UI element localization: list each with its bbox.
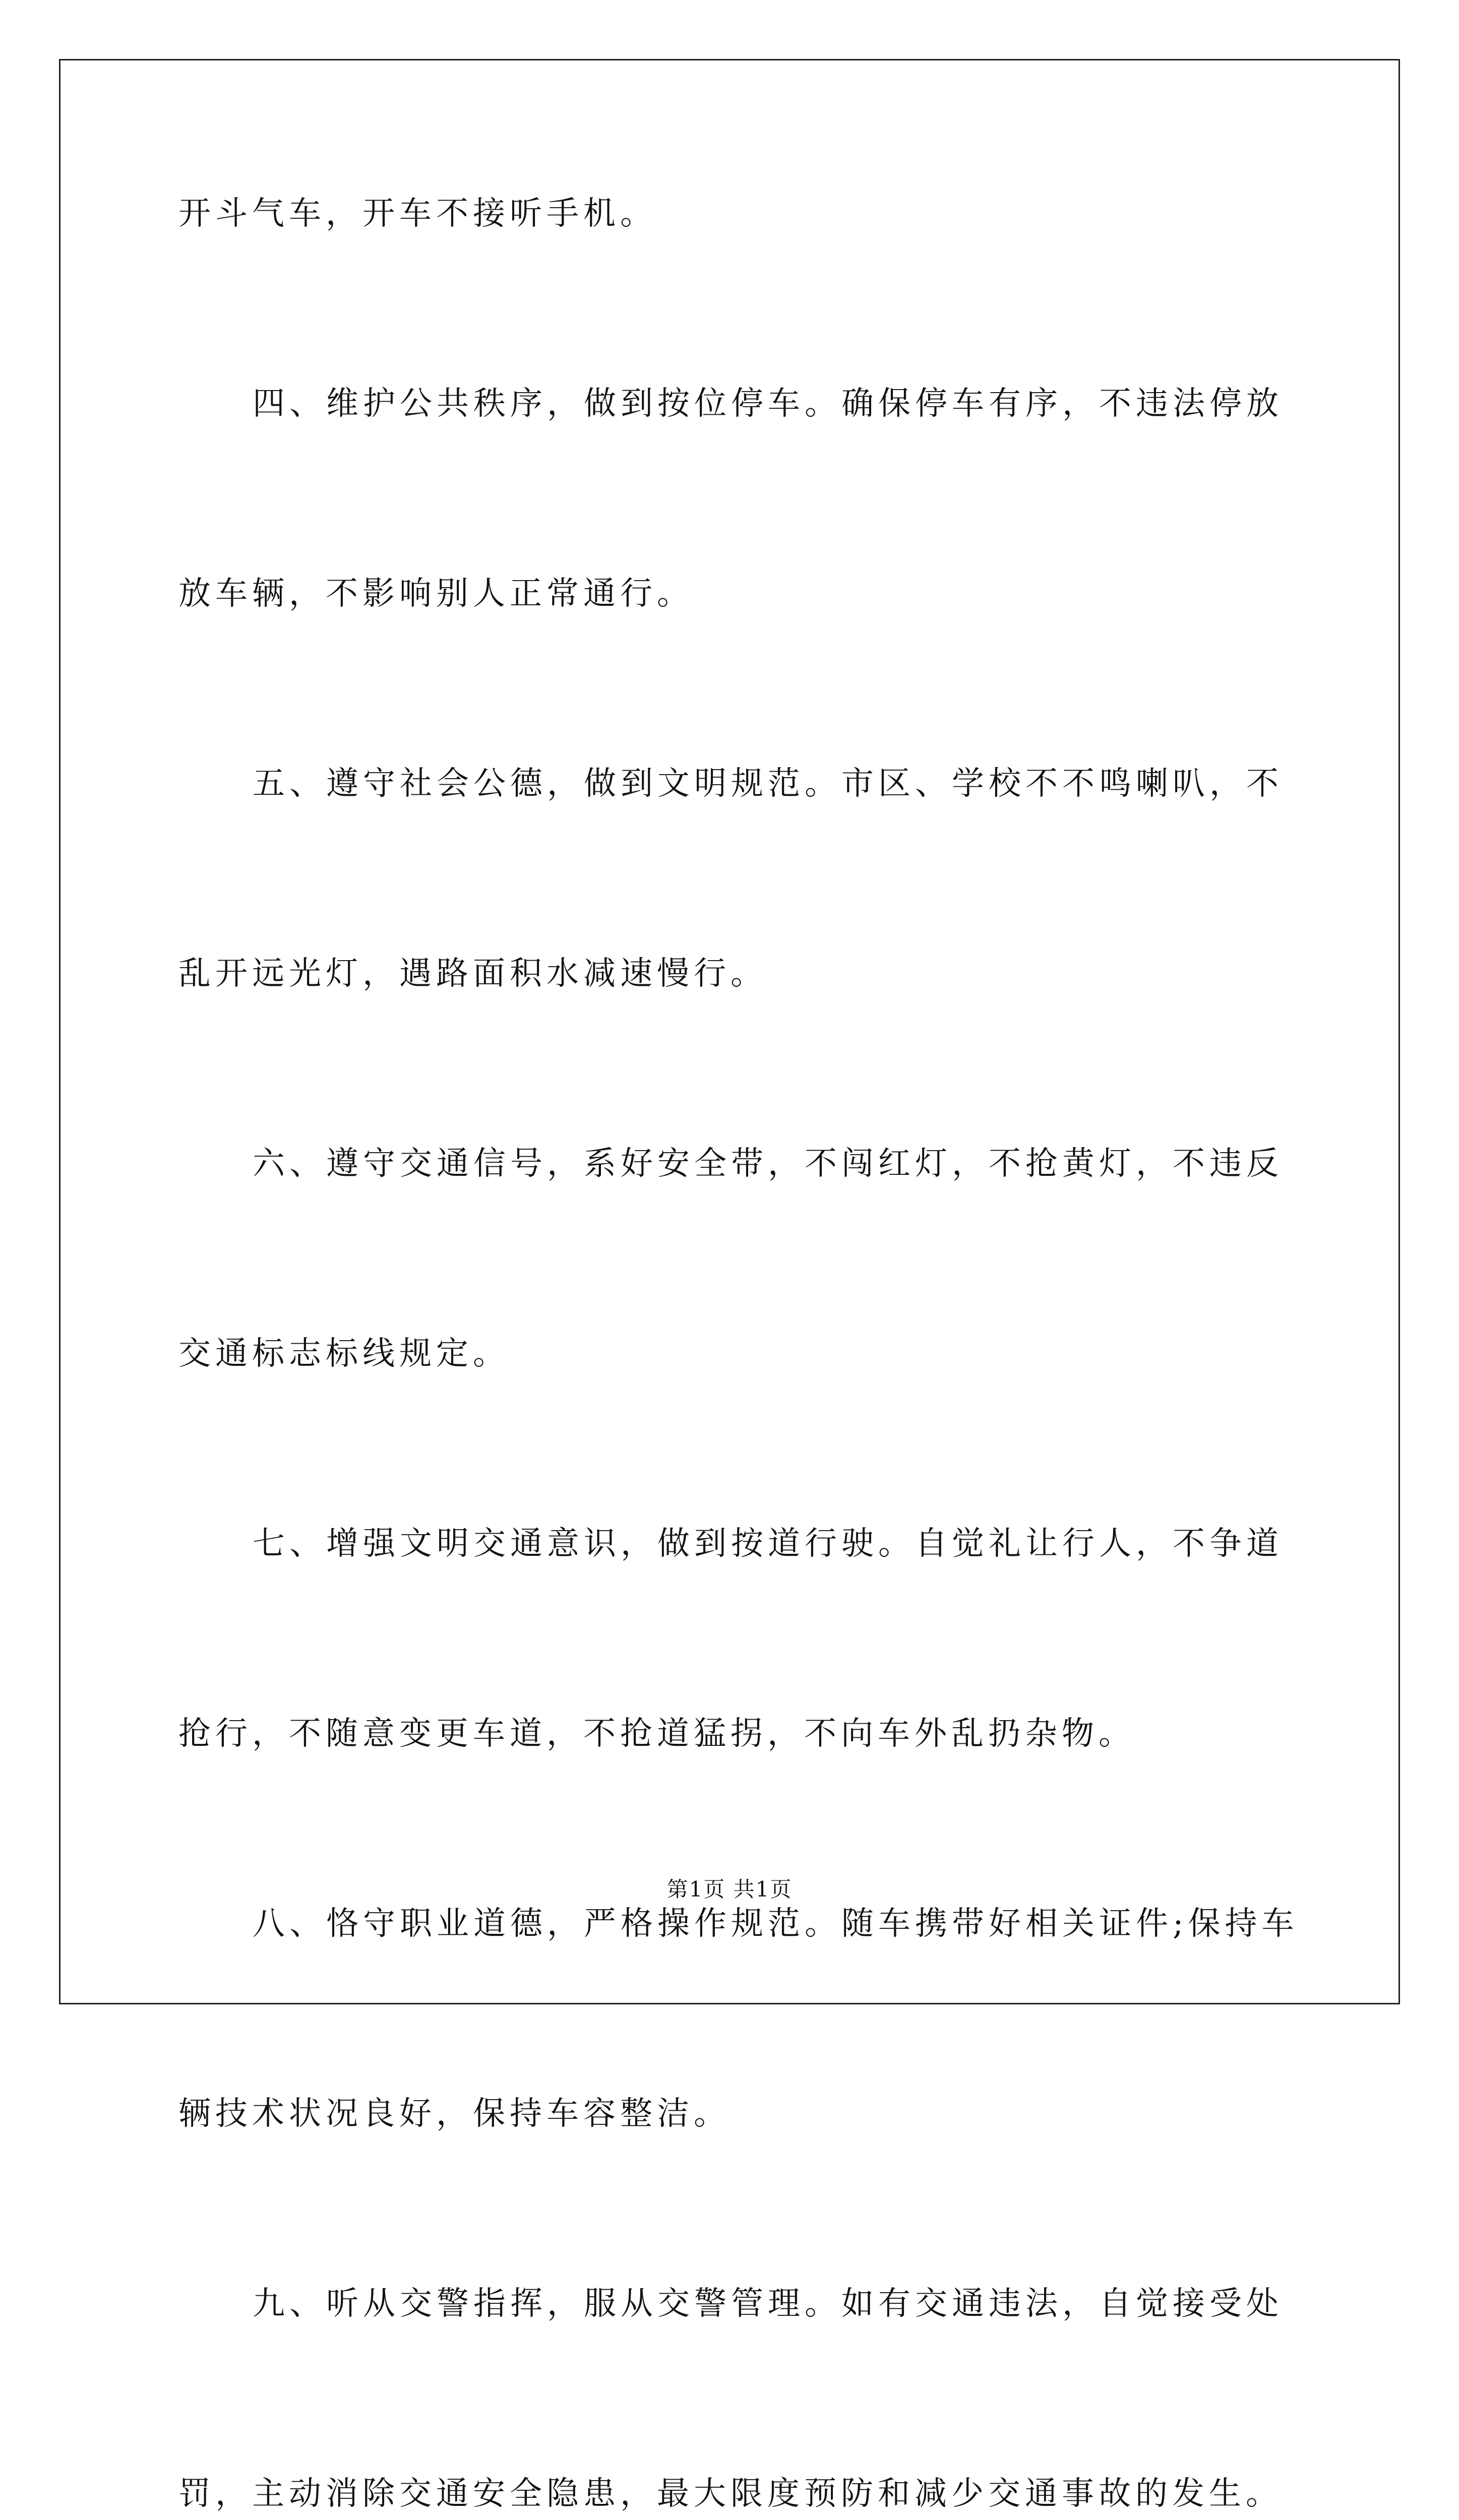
text-line: 九、听从交警指挥，服从交警管理。如有交通违法，自觉接受处 [253, 2285, 1283, 2322]
page-number: 第1页 共1页 [666, 1877, 793, 1902]
text-line: 交通标志标线规定。 [178, 1335, 510, 1372]
text-line: 七、增强文明交通意识，做到按道行驶。自觉礼让行人，不争道 [253, 1525, 1283, 1562]
document-body [178, 189, 1299, 2520]
text-line: 八、恪守职业道德，严格操作规范。随车携带好相关证件;保持车 [253, 1905, 1299, 1942]
text-line: 乱开远光灯，遇路面积水减速慢行。 [178, 955, 767, 992]
text-line: 四、维护公共秩序，做到按位停车。确保停车有序，不违法停放 [253, 385, 1283, 422]
text-line: 五、遵守社会公德，做到文明规范。市区、学校不不鸣喇叭，不 [253, 765, 1283, 802]
text-line: 罚，主动消除交通安全隐患，最大限度预防和减少交通事故的发生。 [178, 2475, 1283, 2512]
text-line: 辆技术状况良好，保持车容整洁。 [178, 2095, 731, 2132]
text-line: 放车辆，不影响别人正常通行。 [178, 575, 694, 612]
text-line: 六、遵守交通信号，系好安全带，不闯红灯，不抢黄灯，不违反 [253, 1145, 1283, 1182]
text-line: 抢行，不随意变更车道，不抢道猛拐，不向车外乱扔杂物。 [178, 1715, 1135, 1752]
text-line: 开斗气车，开车不接听手机。 [178, 195, 657, 232]
